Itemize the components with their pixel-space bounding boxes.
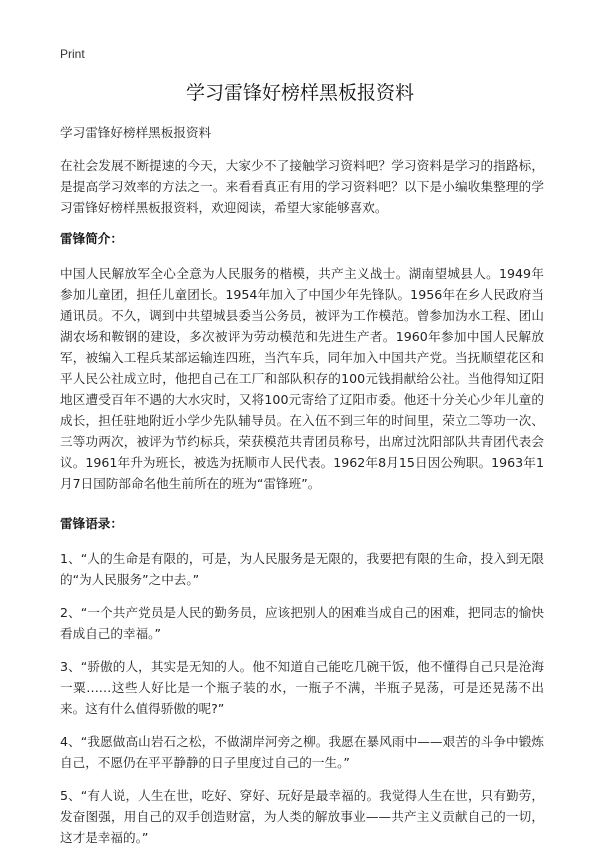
page-title: 学习雷锋好榜样黑板报资料 bbox=[185, 82, 414, 104]
quote-item: 4、“我愿做高山岩石之松，不做湖岸河旁之柳。我愿在暴风雨中——艰苦的斗争中锻炼自己，不愿仍在平平静静的日子里度过自己的一生。” bbox=[60, 734, 544, 770]
article-body bbox=[60, 122, 544, 860]
quote-item: 3、“骄傲的人，其实是无知的人。他不知道自己能吃几碗干饭，他不懂得自己只是沧海一粟……这些人好比是一个瓶子装的水，一瓶子不满，半瓶子晃荡，可是还晃荡不出来。这有什么值得骄傲的呢?” bbox=[60, 659, 544, 716]
intro-paragraph: 在社会发展不断提速的今天，大家少不了接触学习资料吧？学习资料是学习的指路标，是提高学习效率的方法之一。来看看真正有用的学习资料吧？以下是小编收集整理的学习雷锋好榜样黑板报资料，欢迎阅读，希望大家能够喜欢。 bbox=[60, 158, 544, 215]
print-link[interactable]: Print bbox=[60, 47, 85, 61]
article-subtitle: 学习雷锋好榜样黑板报资料 bbox=[60, 125, 212, 140]
section-heading-biography: 雷锋简介： bbox=[60, 231, 123, 246]
biography-paragraph: 中国人民解放军全心全意为人民服务的楷模，共产主义战士。湖南望城县人。1949年参加儿童团，担任儿童团长。1954年加入了中国少年先锋队。1956年在乡人民政府当通讯员。不久，调到中共望城县委当公务员，被评为工作模范。曾参加沩水工程、团山湖农场和鞍钢的建设，多次被评为劳动模范和先进生产者。1960年参加中国人民解放军，被编入工程兵某部运输连四班，当汽车兵，同年加入中国共产党。当抚顺望花区和平人民公社成立时，他把自己在工厂和部队积存的100元钱捐献给公社。当他得知辽阳地区遭受百年不遇的大水灾时，又将100元寄给了辽阳市委。他还十分关心少年儿童的成长，担任驻地附近小学少先队辅导员。在入伍不到三年的时间里，荣立二等功一次、三等功两次，被评为节约标兵，荣获模范共青团员称号，出席过沈阳部队共青团代表会议。1961年升为班长，被选为抚顺市人民代表。1962年8月15日因公殉职。1963年1月7日国防部命名他生前所在的班为“雷锋班”。 bbox=[60, 266, 544, 491]
quote-item: 1、“人的生命是有限的，可是，为人民服务是无限的，我要把有限的生命，投入到无限的“为人民服务”之中去。” bbox=[60, 551, 544, 587]
section-heading-quotes: 雷锋语录： bbox=[60, 516, 123, 531]
quote-item: 2、“一个共产党员是人民的勤务员，应该把别人的困难当成自己的困难，把同志的愉快看成自己的幸福。” bbox=[60, 605, 544, 641]
quote-item: 5、“有人说，人生在世，吃好、穿好、玩好是最幸福的。我觉得人生在世，只有勤劳，发奋图强，用自己的双手创造财富，为人类的解放事业——共产主义贡献自己的一切，这才是幸福的。” bbox=[60, 788, 544, 845]
